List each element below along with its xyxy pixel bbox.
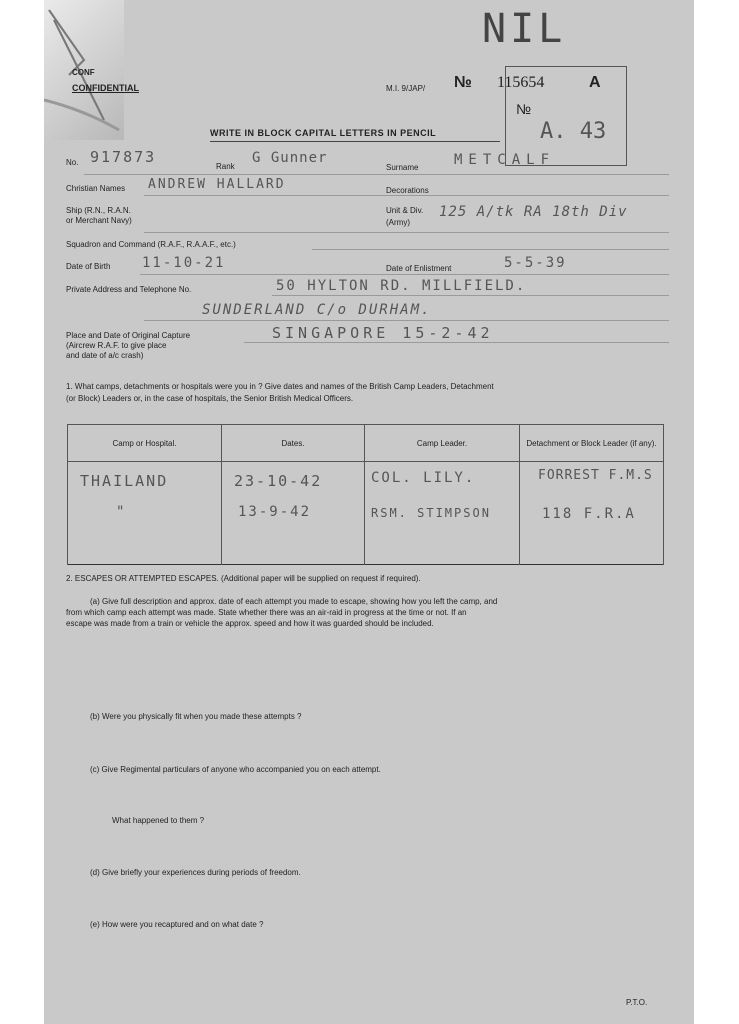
unit-label-1: Unit & Div. [386,206,424,215]
stamp-value: A. 43 [540,119,607,144]
no-value: 917873 [90,148,157,166]
dob-label: Date of Birth [66,262,111,271]
capture-label-3: and date of a/c crash) [66,351,144,360]
dob-value: 11-10-21 [142,255,226,271]
confidential-label: CONFIDENTIAL [72,83,139,93]
handwritten-nil: NIL [482,6,567,52]
form-code: M.I. 9/JAP/ [386,84,426,93]
block-capitals-instruction: WRITE IN BLOCK CAPITAL LETTERS IN PENCIL [210,128,437,138]
unit-label-2: (Army) [386,218,410,227]
capture-label-2: (Aircrew R.A.F. to give place [66,341,167,350]
christian-names-value: ANDREW HALLARD [148,177,286,192]
ship-label-1: Ship (R.N., R.A.N. [66,206,131,215]
document-page [44,0,694,1024]
question-1-line-1: 1. What camps, detachments or hospitals were you in ? Give dates and names of the British Camp Leaders, Detachment [66,382,494,391]
squadron-label: Squadron and Command (R.A.F., R.A.A.F., etc.) [66,240,236,249]
rank-label: Rank [216,162,235,171]
question-2d: (d) Give briefly your experiences during periods of freedom. [90,868,301,877]
enlistment-value: 5-5-39 [504,255,567,271]
stamp-no-label: № [516,101,532,117]
christian-names-label: Christian Names [66,184,126,193]
question-2e: (e) How were you recaptured and on what date ? [90,920,264,929]
row1-camp: THAILAND [80,472,169,490]
unit-value: 125 A/tk RA 18th Div [439,204,628,220]
row1-dates: 23-10-42 [234,472,323,490]
table-row [68,462,664,565]
camps-table [67,424,664,565]
address-value-1: 50 HYLTON RD. MILLFIELD. [276,278,527,294]
row1-detachment: FORREST F.M.S [538,468,653,483]
enlistment-label: Date of Enlistment [386,264,452,273]
surname-value: METCALF [454,152,556,168]
cell-camp [68,462,222,565]
question-2a-line-3: escape was made from a train or vehicle the approx. speed and how it was guarded should be included. [66,619,434,628]
question-2a-line-1: (a) Give full description and approx. date of each attempt you made to escape, showing how you left the camp, and [90,597,498,606]
reference-stamp-box [505,66,627,166]
form-number: 115654 [497,74,545,91]
address-value-2: SUNDERLAND C/o DURHAM. [202,302,432,318]
col-camp-leader: Camp Leader. [365,425,520,462]
capture-label-1: Place and Date of Original Capture [66,331,191,340]
row2-dates: 13-9-42 [238,504,312,520]
question-1-line-2: (or Block) Leaders or, in the case of hospitals, the Senior British Medical Officers. [66,394,354,403]
cell-dates [222,462,365,565]
confidential-partial: CONF [72,68,95,77]
address-label: Private Address and Telephone No. [66,285,192,294]
question-2-heading: 2. ESCAPES OR ATTEMPTED ESCAPES. (Additional paper will be supplied on request if required). [66,574,421,583]
col-detachment-leader: Detachment or Block Leader (if any). [520,425,664,462]
cell-detachment-leader [520,462,664,565]
row2-camp: " [116,504,127,520]
no-label: No. [66,158,79,167]
col-camp: Camp or Hospital. [68,425,222,462]
number-prefix: № [454,74,472,91]
capture-value: SINGAPORE 15-2-42 [272,324,494,342]
question-2b: (b) Were you physically fit when you made these attempts ? [90,712,302,721]
surname-label: Surname [386,163,419,172]
series-letter: A [589,74,601,91]
cell-camp-leader [365,462,520,565]
decorations-label: Decorations [386,186,429,195]
pto-label: P.T.O. [626,998,648,1007]
row1-camp-leader: COL. LILY. [371,470,476,486]
question-2c: (c) Give Regimental particulars of anyone who accompanied you on each attempt. [90,765,381,774]
row2-detachment: 118 F.R.A [542,506,636,522]
question-2a-line-2: from which camp each attempt was made. State whether there was an air-raid in progress at the time or not. If an [66,608,467,617]
rank-value: G Gunner [252,150,328,166]
col-dates: Dates. [222,425,365,462]
question-2c-followup: What happened to them ? [112,816,205,825]
row2-camp-leader: RSM. STIMPSON [371,506,491,520]
ship-label-2: or Merchant Navy) [66,216,132,225]
